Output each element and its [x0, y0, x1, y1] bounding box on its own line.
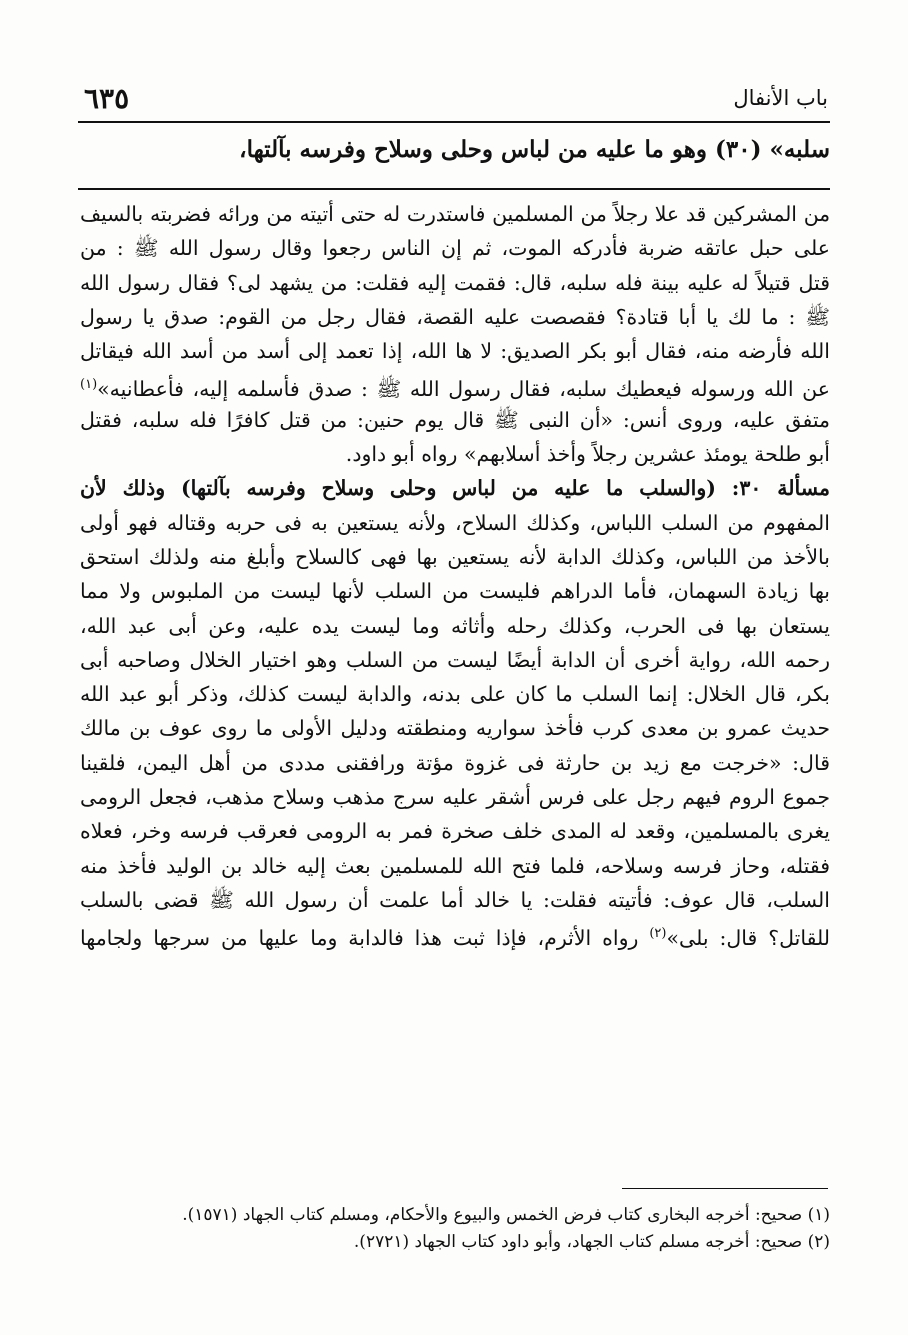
text-line-content: عن الله ورسوله فيعطيك سلبه، فقال رسول الله ﷺ : صدق فأسلمه إليه، فأعطانيه» — [97, 377, 830, 402]
footnote-2: (٢) صحيح: أخرجه مسلم كتاب الجهاد، وأبو داود كتاب الجهاد (٢٧٢١). — [353, 1232, 830, 1252]
text-line: فقتله، وحاز فرسه وسلاحه، فلما فتح الله للمسلمين بعث إليه خالد بن الوليد فأخذ منه — [80, 853, 830, 878]
footnotes — [80, 1202, 830, 1256]
text-line: السلب، قال عوف: فأتيته فقلت: يا خالد أما علمت أن رسول الله ﷺ قضى بالسلب — [80, 887, 830, 912]
text-line: من المشركين قد علا رجلاً من المسلمين فاستدرت له حتى أتيته من ورائه فضربته بالسيف — [80, 202, 830, 226]
footnote-marker-2[interactable]: (٢) — [649, 926, 667, 942]
main-text — [80, 197, 830, 952]
text-line — [80, 368, 830, 402]
text-line: يستعان بها فى الحرب، وكذلك رحله وأثاثه وما ليست يده عليه، وعن أبى عبد الله، — [80, 613, 830, 638]
text-line: على حبل عاتقه ضربة فأدركه الموت، ثم إن الناس رجعوا وقال رسول الله ﷺ : من — [80, 236, 830, 261]
text-line: جموع الروم فيهم رجل على فرس أشقر عليه سرج مذهب وسلاح مذهب، فجعل الرومى — [80, 785, 830, 810]
text-line: ﷺ : ما لك يا أبا قتادة؟ فقصصت عليه القصة، فقال رجل من القوم: صدق يا رسول — [80, 304, 830, 329]
text-line-content: للقاتل؟ قال: بلى»$^{(٢)}$ رواه الأثرم، فإذا ثبت هذا فالدابة وما عليها من سرجها ولجامها — [80, 926, 830, 951]
text-line: المفهوم من السلب اللباس، وكذلك السلاح، ولأنه يستعين به فى حربه وقتاله فهو أولى — [80, 510, 830, 535]
footnote-1: (١) صحيح: أخرجه البخارى كتاب فرض الخمس والبيوع والأحكام، ومسلم كتاب الجهاد (١٥٧١). — [182, 1205, 830, 1225]
text-line: بها زيادة السهمان، فأما الدراهم فليست من السلب لأنها ليست من الملبوس ولا مما — [80, 579, 830, 604]
text-line: الله فأرضه منه، فقال أبو بكر الصديق: لا ها الله، إذا تعمد إلى أسد من أسد الله فيقاتل — [80, 339, 830, 364]
footnote-marker-1[interactable]: (١) — [80, 377, 98, 393]
text-line: يغرى بالمسلمين، وقعد له المدى خلف صخرة فمر به الرومى فعرقب فرسه وخر، فعلاه — [80, 819, 830, 844]
text-line: قتل قتيلاً له عليه بينة فله سلبه، قال: فقمت إليه فقلت: من يشهد لى؟ فقال رسول الله — [80, 270, 830, 295]
header-rule — [78, 121, 830, 123]
text-line: بكر، قال الخلال: إنما السلب ما كان على بدنه، والدابة ليست كذلك، وذكر أبو عبد الله — [80, 682, 830, 707]
chapter-title: باب الأنفال — [733, 86, 828, 110]
text-line: قال: «خرجت مع زيد بن حارثة فى غزوة مؤتة ورافقنى مددى من أهل اليمن، فلقينا — [80, 750, 830, 775]
text-line: متفق عليه، وروى أنس: «أن النبى ﷺ قال يوم حنين: من قتل كافرًا فله سلبه، فقتل — [80, 407, 830, 432]
text-line: بالأخذ من اللباس، وكذلك الدابة لأنه يستعين بها فهى كالسلاح وأبلغ منه ولذلك استحق — [80, 544, 830, 569]
text-line: حديث عمرو بن معدى كرب فأخذ سواريه ومنطقته ودليل الأولى ما روى عوف بن مالك — [80, 716, 830, 741]
matn-rule — [78, 188, 830, 190]
footnote-rule — [622, 1188, 828, 1189]
matn-heading: سلبه» (٣٠) وهو ما عليه من لباس وحلى وسلاح وفرسه بآلتها، — [239, 136, 830, 163]
page-number: ٦٣٥ — [84, 82, 130, 115]
masala-heading-line: مسألة ٣٠: (والسلب ما عليه من لباس وحلى وسلاح وفرسه بآلتها) وذلك لأن — [80, 476, 830, 501]
text-line: أبو طلحة يومئذ عشرين رجلاً وأخذ أسلابهم» رواه أبو داود. — [345, 442, 830, 467]
running-header — [78, 82, 830, 122]
text-line: رحمه الله، رواية أخرى أن الدابة أيضًا ليست من السلب وهو اختيار الخلال وصاحبه أبى — [80, 647, 830, 672]
text-line — [80, 917, 830, 951]
